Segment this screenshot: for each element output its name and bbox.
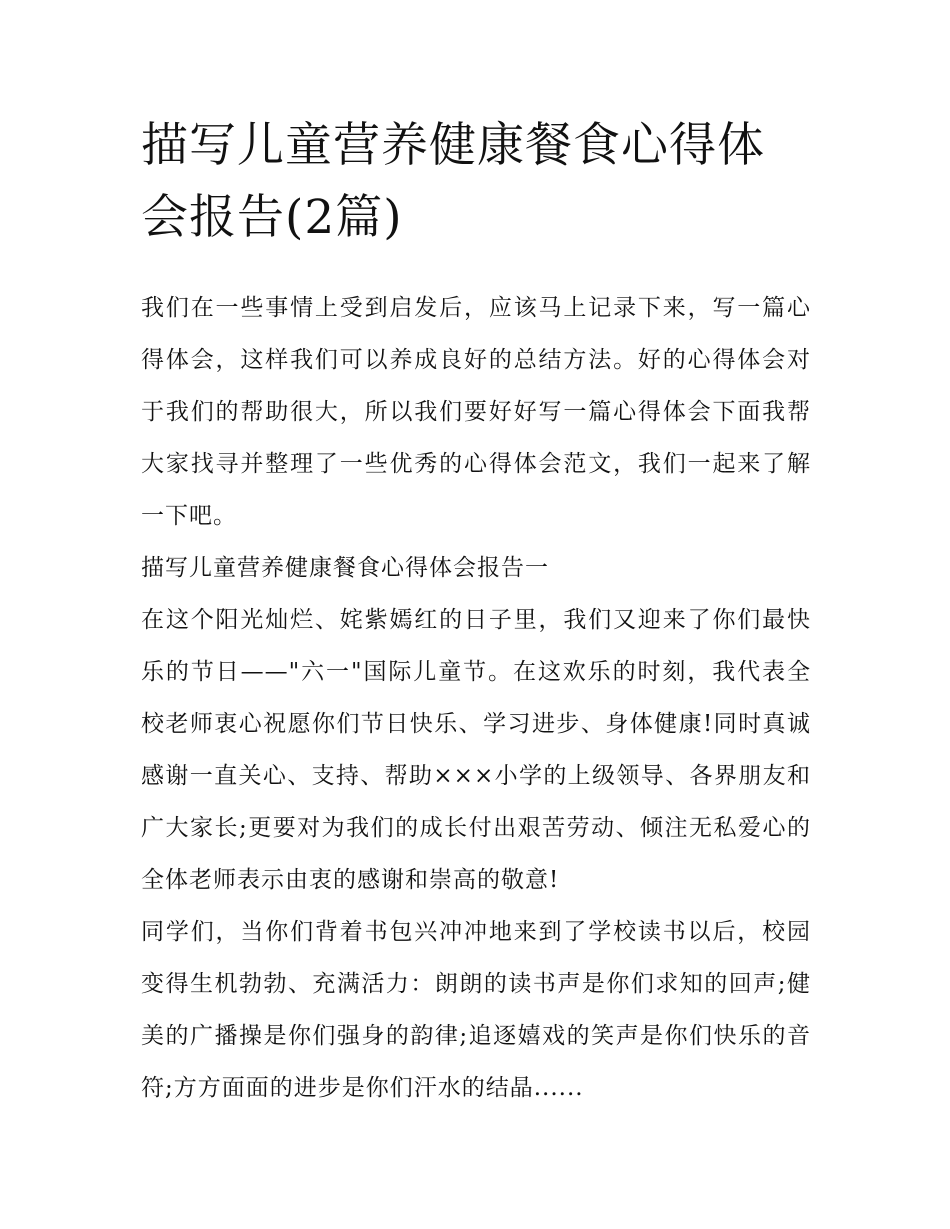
body-paragraph: 在这个阳光灿烂、姹紫嫣红的日子里，我们又迎来了你们最快乐的节日——"六一"国际儿童节。在这欢乐的时刻，我代表全校老师衷心祝愿你们节日快乐、学习进步、身体健康!同时真诚感谢一直关心、支持、帮助×××小学的上级领导、各界朋友和广大家长;更要对为我们的成长付出艰苦劳动、倾注无私爱心的全体老师表示由衷的感谢和崇高的敬意! xyxy=(141,607,811,893)
section-heading: 描写儿童营养健康餐食心得体会报告一 xyxy=(141,555,549,581)
intro-paragraph: 我们在一些事情上受到启发后，应该马上记录下来，写一篇心得体会，这样我们可以养成良好的总结方法。好的心得体会对于我们的帮助很大，所以我们要好好写一篇心得体会下面我帮大家找寻并整理了一些优秀的心得体会范文，我们一起来了解一下吧。 xyxy=(141,295,811,529)
body-paragraph: 同学们，当你们背着书包兴冲冲地来到了学校读书以后，校园变得生机勃勃、充满活力：朗朗的读书声是你们求知的回声;健美的广播操是你们强身的韵律;追逐嬉戏的笑声是你们快乐的音符;方方面面的进步是你们汗水的结晶...... xyxy=(141,919,811,1101)
document-page xyxy=(141,110,811,1114)
document-body xyxy=(141,282,811,1114)
document-title: 描写儿童营养健康餐食心得体会报告(2篇) xyxy=(141,118,765,245)
